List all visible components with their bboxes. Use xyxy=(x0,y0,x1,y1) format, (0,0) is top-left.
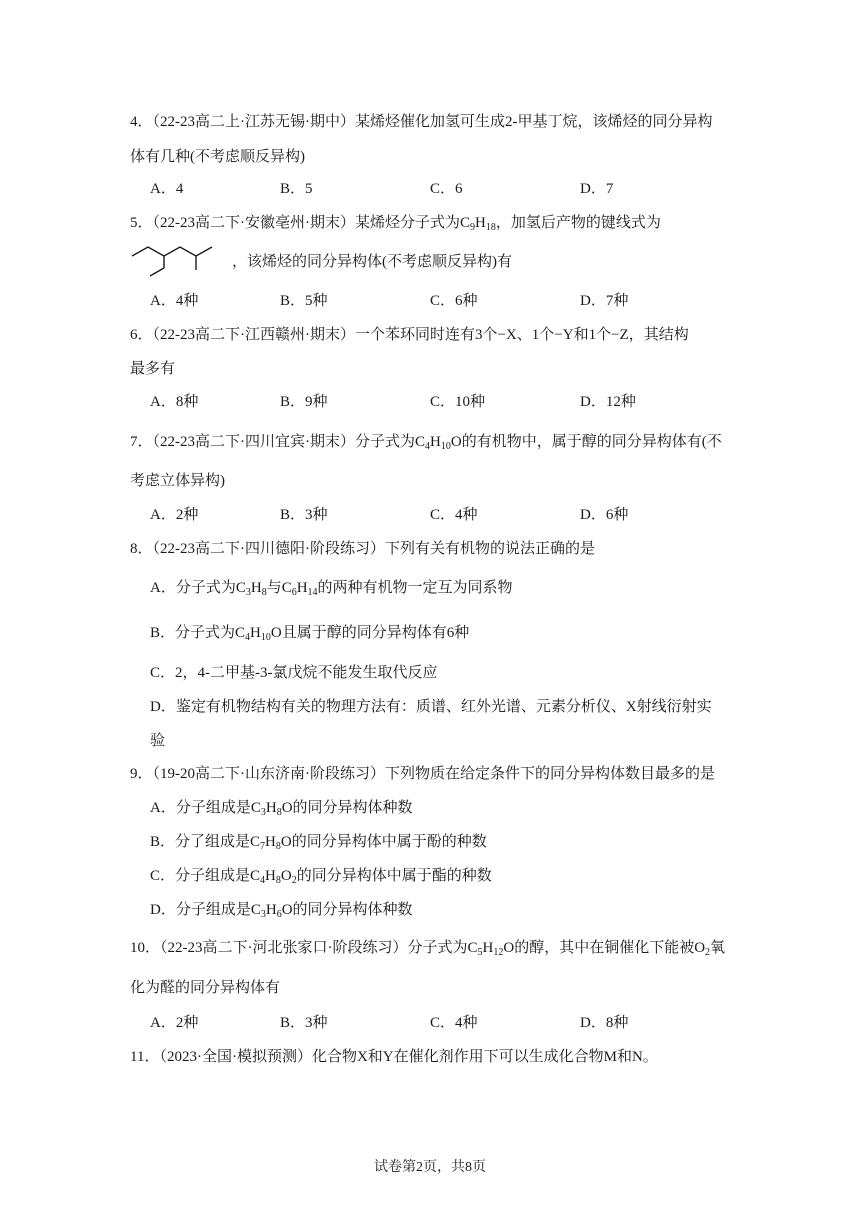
question-5-stem-cont: ，该烯烃的同分异构体(不考虑顺反异构)有 xyxy=(232,254,512,270)
page-footer: 试卷第2页，共8页 xyxy=(374,1160,486,1175)
option-d[interactable]: D．7种 xyxy=(580,293,629,309)
question-6-stem: 6．（22-23高二下·江西赣州·期末）一个苯环同时连有3个−X、1个−Y和1个−Z，其结构 xyxy=(130,327,689,343)
option-a[interactable]: A．4种 xyxy=(150,293,199,309)
option-c[interactable]: C．10种 xyxy=(430,394,486,410)
question-9-option-d[interactable]: D．分子组成是$C_3H_6O$的同分异构体种数 xyxy=(150,902,413,920)
question-source: （22-23高二下·江西赣州·期末） xyxy=(152,327,356,343)
question-6-options xyxy=(150,391,760,413)
option-c[interactable]: C．6种 xyxy=(430,293,478,309)
question-source: （2023·全国·模拟预测） xyxy=(159,1049,312,1065)
question-number: 7． xyxy=(130,434,153,450)
option-b[interactable]: B．3种 xyxy=(280,507,328,523)
question-6-stem-cont: 最多有 xyxy=(130,361,176,377)
question-8-stem: 8．（22-23高二下·四川德阳·阶段练习）下列有关有机物的说法正确的是 xyxy=(130,541,596,557)
question-source: （22-23高二下·安徽亳州·期末） xyxy=(152,215,356,231)
option-c[interactable]: C．6 xyxy=(430,181,463,197)
option-d[interactable]: D．12种 xyxy=(580,394,636,410)
question-4-stem: 4．（22-23高二上·江苏无锡·期中）某烯烃催化加氢可生成2-甲基丁烷，该烯烃的同分异构 xyxy=(130,114,713,130)
option-b[interactable]: B．9种 xyxy=(280,394,328,410)
question-8-option-a[interactable]: A．分子式为$C_3H_8$与$C_6H_{14}$的两种有机物一定互为同系物 xyxy=(150,580,513,598)
option-b[interactable]: B．5 xyxy=(280,181,313,197)
question-number: 6． xyxy=(130,327,153,343)
question-9-option-c[interactable]: C．分子组成是$C_4H_8O_2$的同分异构体中属于酯的种数 xyxy=(150,868,492,886)
question-8-option-c[interactable]: C．2，4-二甲基-3-氯戊烷不能发生取代反应 xyxy=(150,665,438,681)
option-d[interactable]: D．8种 xyxy=(580,1015,629,1031)
question-9-option-b[interactable]: B．分了组成是$C_7H_8O$的同分异构体中属于酚的种数 xyxy=(150,834,487,852)
question-number: 5． xyxy=(130,215,153,231)
option-c[interactable]: C．4种 xyxy=(430,507,478,523)
question-source: （22-23高二上·江苏无锡·期中） xyxy=(152,114,356,130)
question-7-stem: 7．（22-23高二下·四川宜宾·期末）分子式为$C_4H_{10}O$的有机物中，属于醇的同分异构体有(不 xyxy=(130,434,722,452)
question-number: 8． xyxy=(130,541,153,557)
question-10-stem-cont: 化为醛的同分异构体有 xyxy=(130,980,281,996)
option-a[interactable]: A．4 xyxy=(150,181,184,197)
question-7-options xyxy=(150,504,760,526)
option-c[interactable]: C．4种 xyxy=(430,1015,478,1031)
question-source: （22-23高二下·河北张家口·阶段练习） xyxy=(160,940,408,956)
question-11-stem: 11．（2023·全国·模拟预测）化合物X和Y在催化剂作用下可以生成化合物M和N。 xyxy=(130,1049,658,1065)
question-9-stem: 9．（19-20高二下·山东济南·阶段练习）下列物质在给定条件下的同分异构体数目最多的是 xyxy=(130,766,716,782)
option-d[interactable]: D．6种 xyxy=(580,507,629,523)
question-8-option-d[interactable]: D．鉴定有机物结构有关的物理方法有：质谱、红外光谱、元素分析仪、X射线衍射实 xyxy=(150,699,712,715)
option-a[interactable]: A．2种 xyxy=(150,1015,199,1031)
question-9-option-a[interactable]: A．分子组成是$C_3H_8O$的同分异构体种数 xyxy=(150,800,413,818)
option-a[interactable]: A．2种 xyxy=(150,507,199,523)
question-8-option-d-cont: 验 xyxy=(150,733,166,749)
question-source: （19-20高二下·山东济南·阶段练习） xyxy=(152,766,386,782)
option-a[interactable]: A．8种 xyxy=(150,394,199,410)
question-10-stem: 10．（22-23高二下·河北张家口·阶段练习）分子式为$C_5H_{12}O$的醇，其中在铜催化下能被$O_2$氧 xyxy=(130,940,726,958)
question-number: 4． xyxy=(130,114,153,130)
question-8-option-b[interactable]: B．分子式为$C_4H_{10}O$且属于醇的同分异构体有6种 xyxy=(150,625,470,643)
question-7-stem-cont: 考虑立体异构) xyxy=(130,473,225,489)
question-number: 11． xyxy=(130,1049,160,1065)
option-b[interactable]: B．3种 xyxy=(280,1015,328,1031)
question-number: 9． xyxy=(130,766,153,782)
question-4-options xyxy=(150,178,760,200)
question-number: 10． xyxy=(130,940,161,956)
question-10-options xyxy=(150,1012,760,1034)
question-5-stem: 5．（22-23高二下·安徽亳州·期末）某烯烃分子式为$C_9H_{18}$，加氢后产物的键线式为 xyxy=(130,215,661,233)
question-source: （22-23高二下·四川德阳·阶段练习） xyxy=(152,541,386,557)
question-5-options xyxy=(150,290,760,312)
question-4-stem-cont: 体有几种(不考虑顺反异构) xyxy=(130,149,305,165)
skeletal-formula-image xyxy=(130,238,226,280)
question-source: （22-23高二下·四川宜宾·期末） xyxy=(152,434,356,450)
option-b[interactable]: B．5种 xyxy=(280,293,328,309)
option-d[interactable]: D．7 xyxy=(580,181,614,197)
